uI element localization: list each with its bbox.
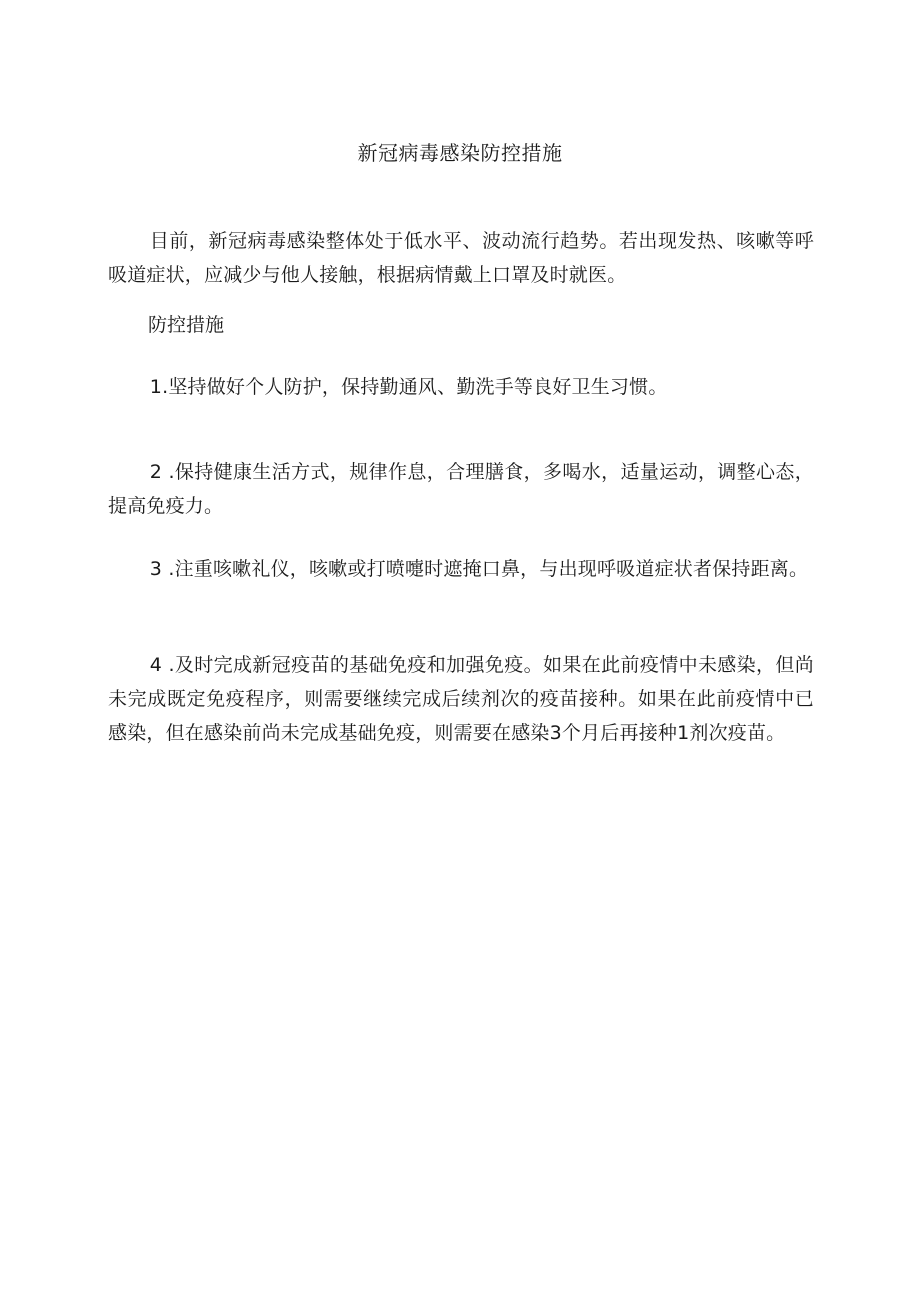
measure-item-2: [108, 455, 814, 523]
measure-text: 坚持做好个人防护，保持勤通风、勤洗手等良好卫生习惯。: [168, 376, 668, 398]
section-heading: 防控措施: [148, 314, 225, 336]
measure-number: 3 .: [149, 558, 175, 580]
intro-paragraph: 目前，新冠病毒感染整体处于低水平、波动流行趋势。若出现发热、咳嗽等呼吸道症状，应减少与他人接触，根据病情戴上口罩及时就医。: [108, 230, 814, 286]
measure-number: 1.: [149, 376, 169, 398]
measure-number: 4 .: [149, 654, 175, 676]
measure-item-3: [108, 552, 814, 586]
measure-text: 注重咳嗽礼仪，咳嗽或打喷嚏时遮掩口鼻，与出现呼吸道症状者保持距离。: [174, 558, 809, 580]
measure-item-1: [108, 370, 814, 404]
measure-number: 2 .: [149, 461, 175, 483]
document-title: 新冠病毒感染防控措施: [357, 141, 563, 165]
measure-item-4: [108, 648, 814, 750]
measure-text: 及时完成新冠疫苗的基础免疫和加强免疫。如果在此前疫情中未感染，但尚未完成既定免疫程序，则需要继续完成后续剂次的疫苗接种。如果在此前疫情中已感染，但在感染前尚未完成基础免疫，则需要在感染3个月后再接种1剂次疫苗。: [108, 654, 814, 744]
measure-text: 保持健康生活方式，规律作息，合理膳食，多喝水，适量运动，调整心态，提高免疫力。: [108, 461, 814, 517]
